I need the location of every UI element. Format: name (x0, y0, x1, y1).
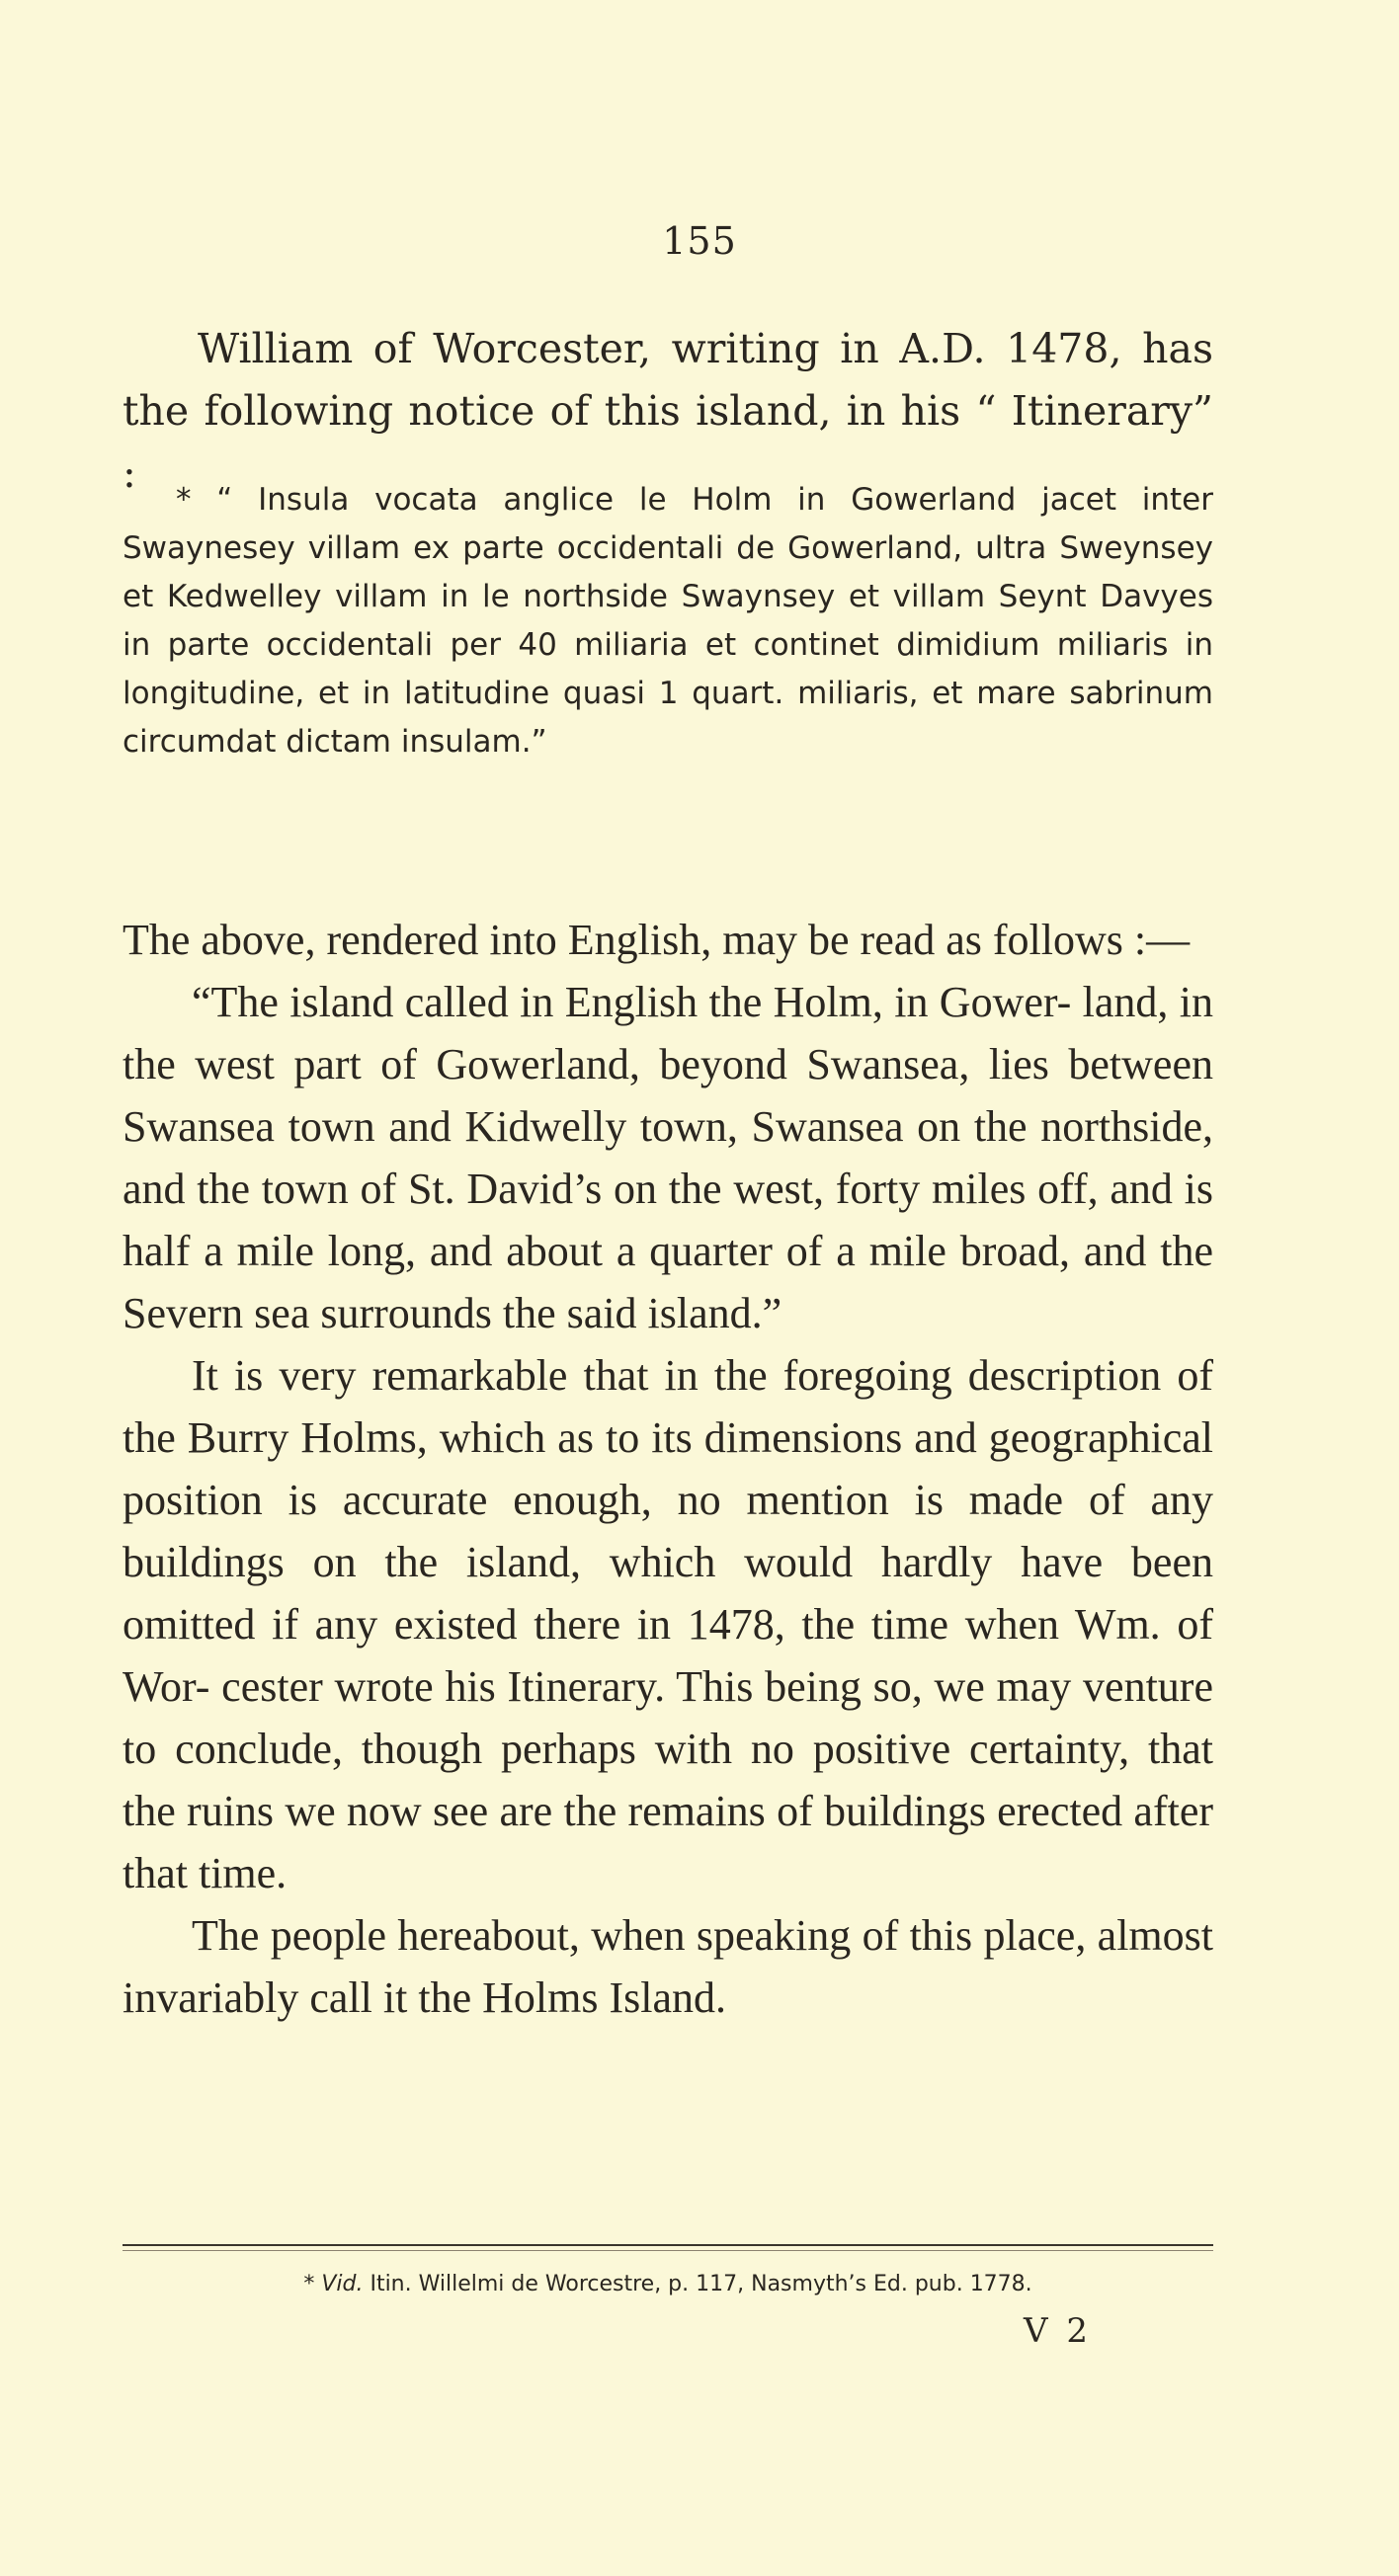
footnote (123, 2272, 1213, 2296)
paragraph-remark: It is very remarkable that in the foregoing description of the Burry Holms, which as to its dimensions and geographical position is accurate enough, no mention is made of any buildings on the island, which would hardly have been omitted if any existed there in 1478, the time when Wm. of Wor- cester wrote his Itinerary. This being so, we may venture to conclude, though perhaps with no positive certainty, that the ruins we now see are the remains of buildings erected after that time. (123, 1351, 1213, 1897)
paragraph-translation-intro: The above, rendered into English, may be read as follows :— (123, 916, 1191, 964)
body-text (123, 909, 1213, 2029)
footnote-rule (123, 2244, 1213, 2246)
paragraph-holms-island: The people hereabout, when speaking of this place, almost invariably call it the Holms Island. (123, 1911, 1213, 2022)
footnote-vid: Vid. (321, 2272, 364, 2296)
footnote-text: Itin. Willelmi de Worcestre, p. 117, Nasmyth’s Ed. pub. 1778. (370, 2272, 1032, 2296)
paragraph-translation: “The island called in English the Holm, in Gower- land, in the west part of Gowerland, beyond Swansea, lies between Swansea town and Kidwelly town, Swansea on the northside, and the town of St. David’s on the west, forty miles off, and is half a mile long, and about a quarter of a mile broad, and the Severn sea surrounds the said island.” (123, 978, 1213, 1337)
signature-mark: V 2 (1024, 2311, 1092, 2351)
page-number: 155 (662, 219, 737, 263)
intro-paragraph: William of Worcester, writing in A.D. 1478, has the following notice of this island, in his “ Itinerary” : (123, 325, 1213, 497)
footnote-marker: * (303, 2272, 315, 2296)
footnote-rule-thin (123, 2250, 1213, 2251)
latin-quotation: * “ Insula vocata anglice le Holm in Gowerland jacet inter Swaynesey villam ex parte occidentali de Gowerland, ultra Sweynsey et Kedwelley villam in le northside Swaynsey et villam Seynt Davyes in parte occidentali per 40 miliaria et continet dimidium miliaris in longitudine, et in latitudine quasi 1 quart. miliaris, et mare sabrinum circumdat dictam insulam.” (123, 482, 1213, 760)
